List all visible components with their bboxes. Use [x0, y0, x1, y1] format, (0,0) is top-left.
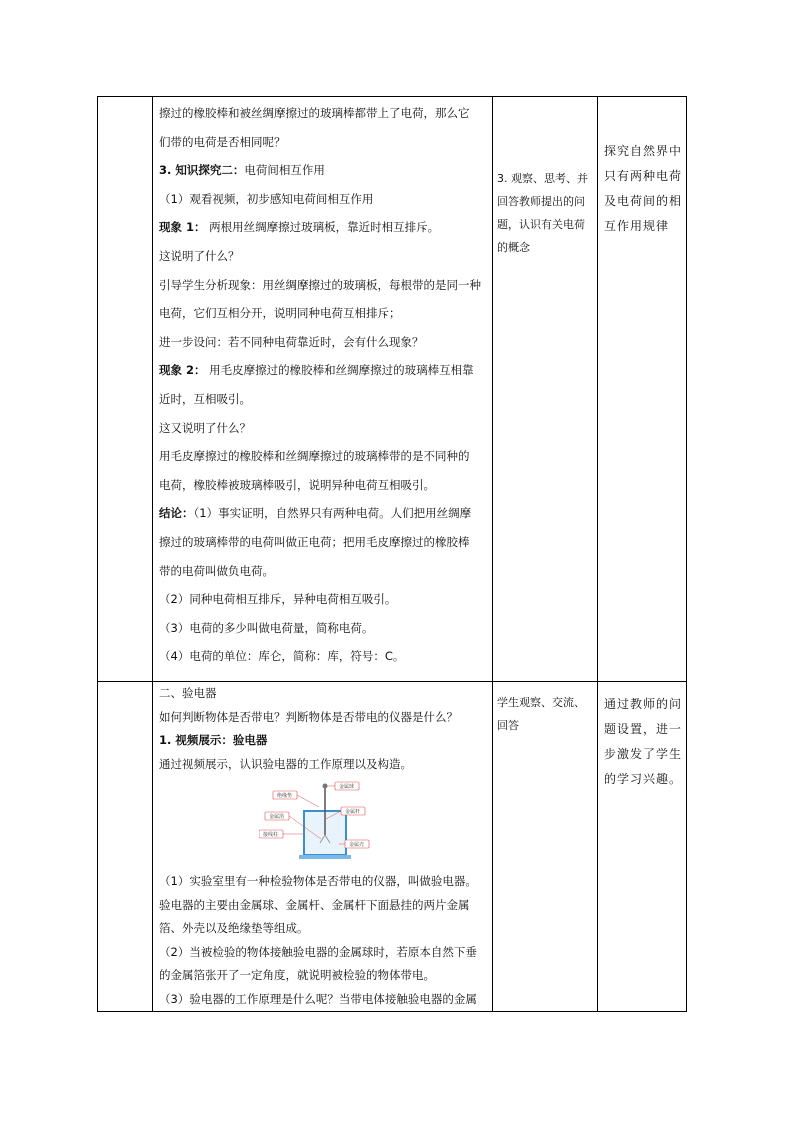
line-text: 两根用丝绸摩擦过玻璃板，靠近时相互排斥。 [205, 220, 440, 235]
text-line [159, 499, 487, 528]
section-heading: 二、验电器 [159, 686, 217, 700]
line-text: 擦过的橡胶棒和被丝绸摩擦过的玻璃棒都带上了电荷，那么它 [159, 106, 470, 120]
content-cell [153, 97, 493, 682]
electroscope-content [153, 682, 492, 1011]
paragraph: （3）验电器的工作原理是什么呢？当带电体接触验电器的金属 [159, 991, 477, 1006]
bold-lead: 结论： [159, 506, 194, 521]
text-line [159, 414, 487, 443]
text-line [159, 213, 487, 242]
design-intent-text: 探究自然界中只有两种电荷及电荷间的相互作用规律 [604, 144, 683, 233]
label-metal-ball: 金属球 [339, 784, 355, 790]
text-line [159, 442, 487, 471]
line-text: 这说明了什么？ [159, 248, 240, 263]
line-text: （1）观看视频，初步感知电荷间相互作用 [159, 191, 374, 206]
text-line [159, 99, 487, 128]
knowledge-explore-content [153, 97, 492, 671]
text-line [159, 328, 487, 357]
line-text: 擦过的玻璃棒带的电荷叫做正电荷；把用毛皮摩擦过的橡胶棒 [159, 534, 470, 549]
electroscope-paragraphs [159, 870, 487, 1011]
label-metal-foil: 金属箔 [269, 814, 285, 820]
text-line [159, 528, 487, 557]
student-activity-cell [493, 682, 598, 1012]
line-text: （1）事实证明，自然界只有两种电荷。人们把用丝绸摩 [193, 506, 472, 521]
table-row [98, 682, 687, 1012]
label-insulating-pad: 绝缘垫 [277, 793, 293, 799]
text-line [159, 557, 487, 586]
line-text: 这又说明了什么？ [159, 420, 251, 435]
text-line [159, 356, 487, 385]
line-text: 用毛皮摩擦过的橡胶棒和丝绸摩擦过的玻璃棒互相靠 [205, 363, 474, 378]
student-activity-text: 3. 观察、思考、并回答教师提出的问题，认识有关电荷的概念 [497, 172, 588, 254]
design-intent-cell [598, 682, 687, 1012]
line-text: （4）电荷的单位：库仑，简称：库，符号：C。 [159, 649, 405, 664]
blank-cell [98, 97, 153, 682]
line-text: 带的电荷叫做负电荷。 [159, 563, 274, 578]
label-metal-rod: 金属杆 [345, 809, 361, 815]
line-text: 电荷，它们互相分开，说明同种电荷互相排斥； [159, 306, 401, 321]
student-activity-cell [493, 97, 598, 682]
line-text: 用毛皮摩擦过的橡胶棒和丝绸摩擦过的玻璃棒带的是不同种的 [159, 449, 470, 464]
text-line [159, 271, 487, 300]
blank-cell [98, 682, 153, 1012]
content-cell [153, 682, 493, 1012]
bold-lead: 现象 1： [159, 220, 206, 235]
text-line [159, 585, 487, 614]
paragraph: （2）当被检验的物体接触验电器的金属球时，若原本自然下垂的金属箔张开了一定角度，就说明被检验的物体带电。 [159, 944, 477, 982]
line-text: 进一步设问：若不同种电荷靠近时，会有什么现象？ [159, 334, 424, 349]
design-intent-cell [598, 97, 687, 682]
text-line [159, 242, 487, 271]
paragraph: （1）实验室里有一种检验物体是否带电的仪器，叫做验电器。验电器的主要由金属球、金属杆、金属杆下面悬挂的两片金属箔、外壳以及绝缘垫等组成。 [159, 874, 477, 935]
text-line [159, 642, 487, 671]
electroscope-base-shape [299, 855, 351, 859]
text-line [159, 471, 487, 500]
electroscope-diagram [159, 776, 487, 870]
line-text: 近时，互相吸引。 [159, 391, 251, 406]
line-text: 电荷，橡胶棒被玻璃棒吸引，说明异种电荷互相吸引。 [159, 477, 435, 492]
line-text: （3）电荷的多少叫做电荷量，简称电荷。 [159, 620, 374, 635]
text-line [159, 185, 487, 214]
line-text: （2）同种电荷相互排斥，异种电荷相互吸引。 [159, 592, 397, 607]
video-description: 通过视频展示，认识验电器的工作原理以及构造。 [159, 756, 412, 771]
text-line [159, 614, 487, 643]
question-text: 如何判断物体是否带电？判断物体是否带电的仪器是什么？ [159, 709, 458, 724]
text-line [159, 299, 487, 328]
line-text: 们带的电荷是否相同呢？ [159, 134, 286, 149]
text-line [159, 128, 487, 157]
metal-ball-shape [323, 784, 328, 789]
line-text: 引导学生分析现象：用丝绸摩擦过的玻璃板，每根带的是同一种 [159, 277, 481, 292]
student-activity-text: 学生观察、交流、回答 [497, 696, 585, 732]
label-metal-shell: 金属壳 [349, 842, 365, 848]
label-terminal: 接线柱 [263, 832, 279, 838]
electroscope-svg [259, 779, 399, 869]
text-line [159, 156, 487, 185]
text-line [159, 385, 487, 414]
table-row [98, 97, 687, 682]
bold-lead: 现象 2： [159, 363, 206, 378]
bold-lead: 3. 知识探究二： [159, 163, 245, 178]
video-heading: 1. 视频展示：验电器 [159, 733, 268, 747]
design-intent-text: 通过教师的问题设置，进一步激发了学生的学习兴趣。 [604, 697, 683, 786]
line-text: 电荷间相互作用 [244, 163, 325, 178]
lesson-plan-table [97, 96, 687, 1012]
